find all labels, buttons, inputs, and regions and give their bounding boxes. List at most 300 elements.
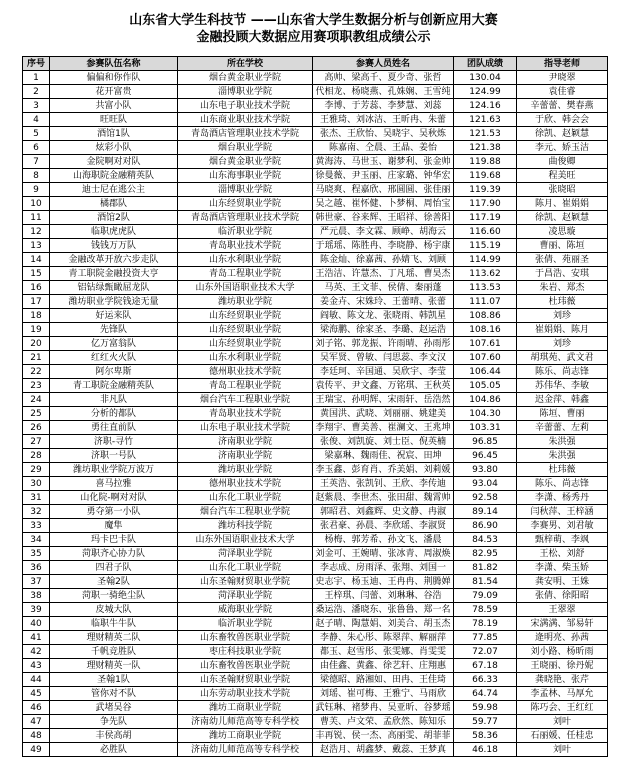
cell-index: 16 xyxy=(23,281,50,295)
cell-score: 77.85 xyxy=(454,631,517,645)
cell-members: 王瑞宝、孙明辉、宋雨轩、岳浩然 xyxy=(313,393,454,407)
table-row xyxy=(23,155,608,169)
table-row xyxy=(23,505,608,519)
table-row xyxy=(23,393,608,407)
cell-members: 梁嘉琳、魏雨佳、祝宸、田坤 xyxy=(313,449,454,463)
cell-members: 李静、朱心彤、陈翠萍、解丽萍 xyxy=(313,631,454,645)
table-row xyxy=(23,337,608,351)
cell-advisor: 陈月、崔娟娟 xyxy=(517,197,608,211)
cell-members: 王英浩、张凯钊、王欣、李传迪 xyxy=(313,477,454,491)
cell-members: 黄国洪、武晓、刘丽丽、姚建美 xyxy=(313,407,454,421)
cell-members: 史志宇、杨玉迪、王冉冉、荆腾婵 xyxy=(313,575,454,589)
cell-index: 37 xyxy=(23,575,50,589)
cell-members: 桑运浩、潘晓东、张鲁鲁、郑一名 xyxy=(313,603,454,617)
cell-score: 93.04 xyxy=(454,477,517,491)
cell-index: 32 xyxy=(23,505,50,519)
cell-team-name: 红红火火队 xyxy=(50,351,178,365)
cell-advisor: 刘小路、杨昕雨 xyxy=(517,645,608,659)
cell-members: 马晓爽、程嘉欣、邢圆圆、张佳丽 xyxy=(313,183,454,197)
cell-team-name: 理财精英二队 xyxy=(50,631,178,645)
cell-index: 7 xyxy=(23,155,50,169)
cell-advisor: 甄梓萌、李飒 xyxy=(517,533,608,547)
cell-advisor: 宋满满、邹易轩 xyxy=(517,617,608,631)
table-row xyxy=(23,491,608,505)
cell-score: 104.30 xyxy=(454,407,517,421)
table-row xyxy=(23,701,608,715)
cell-index: 42 xyxy=(23,645,50,659)
cell-team-name: 迪士尼在逃公主 xyxy=(50,183,178,197)
cell-team-name: 争先队 xyxy=(50,715,178,729)
cell-score: 124.99 xyxy=(454,85,517,99)
table-header-row xyxy=(23,57,608,71)
cell-team-name: 管你对不队 xyxy=(50,687,178,701)
cell-index: 12 xyxy=(23,225,50,239)
table-row xyxy=(23,225,608,239)
cell-score: 113.62 xyxy=(454,267,517,281)
cell-school: 淄博职业学院 xyxy=(178,183,313,197)
cell-school: 德州职业技术学院 xyxy=(178,477,313,491)
table-row xyxy=(23,239,608,253)
cell-team-name: 金院啊对对队 xyxy=(50,155,178,169)
cell-team-name: 济职-寻竹 xyxy=(50,435,178,449)
cell-score: 119.39 xyxy=(454,183,517,197)
table-row xyxy=(23,673,608,687)
cell-team-name: 临职虎虎队 xyxy=(50,225,178,239)
cell-score: 78.19 xyxy=(454,617,517,631)
table-row xyxy=(23,715,608,729)
cell-members: 李廷珂、辛国通、吴欣宇、李莹 xyxy=(313,365,454,379)
table-row xyxy=(23,421,608,435)
cell-school: 青岛工程职业学院 xyxy=(178,379,313,393)
cell-members: 李志成、房雨泽、张翔、刘国一 xyxy=(313,561,454,575)
table-row xyxy=(23,127,608,141)
cell-advisor: 李孟林、马厚允 xyxy=(517,687,608,701)
cell-members: 梁海鹏、徐家圣、李璐、赵运浩 xyxy=(313,323,454,337)
cell-advisor: 曹丽、陈垣 xyxy=(517,239,608,253)
table-row xyxy=(23,645,608,659)
cell-advisor: 龚安明、王姝 xyxy=(517,575,608,589)
cell-score: 84.53 xyxy=(454,533,517,547)
cell-score: 107.61 xyxy=(454,337,517,351)
cell-members: 武钰琳、褚梦冉、吴亚昕、谷梦瑶 xyxy=(313,701,454,715)
cell-score: 66.33 xyxy=(454,673,517,687)
table-row xyxy=(23,141,608,155)
table-row xyxy=(23,659,608,673)
cell-index: 8 xyxy=(23,169,50,183)
cell-members: 吴之越、崔怀健、卜梦桐、周怡宝 xyxy=(313,197,454,211)
table-row xyxy=(23,519,608,533)
table-row xyxy=(23,729,608,743)
table-row xyxy=(23,743,608,757)
cell-members: 张杰、王欣怡、吴晓宇、吴秋炼 xyxy=(313,127,454,141)
cell-school: 山东商业职业技术学院 xyxy=(178,113,313,127)
cell-index: 47 xyxy=(23,715,50,729)
cell-advisor: 曲俊卿 xyxy=(517,155,608,169)
cell-index: 10 xyxy=(23,197,50,211)
cell-score: 119.88 xyxy=(454,155,517,169)
cell-index: 14 xyxy=(23,253,50,267)
cell-index: 11 xyxy=(23,211,50,225)
table-row xyxy=(23,631,608,645)
table-row xyxy=(23,477,608,491)
cell-team-name: 魔隼 xyxy=(50,519,178,533)
cell-index: 25 xyxy=(23,407,50,421)
cell-score: 121.53 xyxy=(454,127,517,141)
table-row xyxy=(23,547,608,561)
cell-advisor: 杜玮薇 xyxy=(517,463,608,477)
cell-school: 菏泽职业学院 xyxy=(178,547,313,561)
cell-school: 济南幼儿师范高等专科学校 xyxy=(178,715,313,729)
table-row xyxy=(23,589,608,603)
table-row xyxy=(23,351,608,365)
cell-advisor: 李潇、柴玉娇 xyxy=(517,561,608,575)
cell-team-name: 皮城大队 xyxy=(50,603,178,617)
table-row xyxy=(23,365,608,379)
cell-index: 35 xyxy=(23,547,50,561)
cell-school: 临沂职业学院 xyxy=(178,617,313,631)
cell-index: 27 xyxy=(23,435,50,449)
table-row xyxy=(23,211,608,225)
cell-advisor: 王晓丽、徐丹妮 xyxy=(517,659,608,673)
cell-score: 124.16 xyxy=(454,99,517,113)
cell-index: 4 xyxy=(23,113,50,127)
table-row xyxy=(23,533,608,547)
cell-school: 山东畜牧兽医职业学院 xyxy=(178,631,313,645)
cell-members: 李玉鑫、彭育肖、乔美娟、刘莉媛 xyxy=(313,463,454,477)
cell-index: 31 xyxy=(23,491,50,505)
cell-school: 烟台汽车工程职业学院 xyxy=(178,393,313,407)
cell-index: 15 xyxy=(23,267,50,281)
cell-team-name: 菏职齐心协力队 xyxy=(50,547,178,561)
cell-advisor: 辛蕾蕾、左莉 xyxy=(517,421,608,435)
cell-score: 117.90 xyxy=(454,197,517,211)
cell-team-name: 橘郡队 xyxy=(50,197,178,211)
column-header-school: 所在学校 xyxy=(178,57,313,71)
cell-members: 丰再锐、侯一杰、高丽雯、胡菲菲 xyxy=(313,729,454,743)
cell-school: 烟台黄金职业学院 xyxy=(178,155,313,169)
cell-members: 杨梅、郭芳希、孙文飞、潘晨 xyxy=(313,533,454,547)
cell-advisor: 刘珍 xyxy=(517,309,608,323)
cell-team-name: 花开富贵 xyxy=(50,85,178,99)
cell-score: 105.05 xyxy=(454,379,517,393)
cell-members: 代相龙、杨晓燕、孔姝娴、王雪纯 xyxy=(313,85,454,99)
cell-school: 潍坊职业学院 xyxy=(178,295,313,309)
cell-school: 烟台黄金职业学院 xyxy=(178,71,313,85)
cell-team-name: 武堵吴谷 xyxy=(50,701,178,715)
cell-index: 22 xyxy=(23,365,50,379)
table-row xyxy=(23,603,608,617)
table-row xyxy=(23,309,608,323)
cell-score: 46.18 xyxy=(454,743,517,757)
cell-members: 陈嘉南、仝晨、王晶、姜怡 xyxy=(313,141,454,155)
cell-index: 19 xyxy=(23,323,50,337)
table-row xyxy=(23,561,608,575)
cell-team-name: 青工职院金融精英队 xyxy=(50,379,178,393)
cell-index: 3 xyxy=(23,99,50,113)
cell-school: 淄博职业学院 xyxy=(178,85,313,99)
cell-members: 高帅、梁高千、夏少奇、张哲 xyxy=(313,71,454,85)
cell-team-name: 旺旺队 xyxy=(50,113,178,127)
cell-team-name: 四君子队 xyxy=(50,561,178,575)
cell-school: 济南职业学院 xyxy=(178,435,313,449)
cell-score: 89.14 xyxy=(454,505,517,519)
cell-advisor: 张倩、徐阳昭 xyxy=(517,589,608,603)
table-row xyxy=(23,617,608,631)
cell-score: 108.16 xyxy=(454,323,517,337)
cell-team-name: 必胜队 xyxy=(50,743,178,757)
cell-index: 29 xyxy=(23,463,50,477)
cell-score: 104.86 xyxy=(454,393,517,407)
cell-advisor: 张倩、苑丽圣 xyxy=(517,253,608,267)
cell-advisor: 杜玮薇 xyxy=(517,295,608,309)
cell-score: 86.90 xyxy=(454,519,517,533)
cell-score: 116.60 xyxy=(454,225,517,239)
cell-members: 梁德昭、路湘如、田冉、王佳琦 xyxy=(313,673,454,687)
cell-advisor: 陈乐、尚志锋 xyxy=(517,365,608,379)
cell-advisor: 刘叶 xyxy=(517,715,608,729)
cell-advisor: 迟金萍、韩鑫 xyxy=(517,393,608,407)
page-title: 山东省大学生科技节 ——山东省大学生数据分析与创新应用大赛 xyxy=(129,13,498,28)
cell-index: 48 xyxy=(23,729,50,743)
cell-team-name: 圣翰2队 xyxy=(50,575,178,589)
cell-score: 103.31 xyxy=(454,421,517,435)
cell-advisor: 陈巧会、王红红 xyxy=(517,701,608,715)
column-header-advisor: 指导老师 xyxy=(517,57,608,71)
cell-score: 96.45 xyxy=(454,449,517,463)
cell-advisor: 李元、娇玉洁 xyxy=(517,141,608,155)
cell-advisor: 尹晓翠 xyxy=(517,71,608,85)
cell-score: 59.98 xyxy=(454,701,517,715)
cell-score: 115.19 xyxy=(454,239,517,253)
cell-advisor: 徐凯、赵颖慧 xyxy=(517,127,608,141)
cell-members: 于瑶瑶、陈胜冉、李晓静、杨宇康 xyxy=(313,239,454,253)
cell-school: 山东畜牧兽医职业学院 xyxy=(178,659,313,673)
cell-index: 18 xyxy=(23,309,50,323)
cell-score: 72.07 xyxy=(454,645,517,659)
table-row xyxy=(23,267,608,281)
table-row xyxy=(23,295,608,309)
results-table xyxy=(22,56,608,757)
cell-score: 106.44 xyxy=(454,365,517,379)
cell-school: 山东外国语职业技术大学 xyxy=(178,533,313,547)
cell-index: 21 xyxy=(23,351,50,365)
cell-index: 9 xyxy=(23,183,50,197)
cell-team-name: 先锋队 xyxy=(50,323,178,337)
cell-advisor: 闫秋萍、王梓涵 xyxy=(517,505,608,519)
cell-advisor: 崔娟娟、陈月 xyxy=(517,323,608,337)
cell-team-name: 金融改革开放六步走队 xyxy=(50,253,178,267)
table-row xyxy=(23,85,608,99)
cell-index: 5 xyxy=(23,127,50,141)
cell-score: 121.38 xyxy=(454,141,517,155)
cell-team-name: 非凡队 xyxy=(50,393,178,407)
cell-school: 青岛工程职业学院 xyxy=(178,267,313,281)
cell-advisor: 李潇、杨秀丹 xyxy=(517,491,608,505)
cell-members: 赵浩月、胡鑫梦、戴蕊、王梦真 xyxy=(313,743,454,757)
cell-team-name: 分析的都队 xyxy=(50,407,178,421)
cell-school: 青岛职业技术学院 xyxy=(178,407,313,421)
table-row xyxy=(23,575,608,589)
table-row xyxy=(23,407,608,421)
cell-team-name: 勇往直前队 xyxy=(50,421,178,435)
cell-advisor: 陈乐、尚志锋 xyxy=(517,477,608,491)
cell-school: 山东化工职业学院 xyxy=(178,491,313,505)
cell-team-name: 勇夺第一小队 xyxy=(50,505,178,519)
cell-score: 121.63 xyxy=(454,113,517,127)
table-row xyxy=(23,449,608,463)
cell-school: 济南职业学院 xyxy=(178,449,313,463)
cell-members: 姜金卉、宋姝玲、王蕾晴、张蕾 xyxy=(313,295,454,309)
cell-members: 都玉、赵雪彤、张雯娜、肖雯雯 xyxy=(313,645,454,659)
cell-index: 2 xyxy=(23,85,50,99)
cell-members: 张君豪、孙晨、李欣瑶、李淑贤 xyxy=(313,519,454,533)
cell-index: 26 xyxy=(23,421,50,435)
cell-team-name: 玛卡巴卡队 xyxy=(50,533,178,547)
cell-school: 潍坊职业学院 xyxy=(178,463,313,477)
cell-school: 潍坊科技学院 xyxy=(178,519,313,533)
cell-team-name: 好运来队 xyxy=(50,309,178,323)
cell-school: 山东海事职业学院 xyxy=(178,169,313,183)
cell-members: 张俊、刘凯旋、刘士臣、倪英楠 xyxy=(313,435,454,449)
cell-members: 徐曼薇、尹玉丽、庄家璐、钟华宏 xyxy=(313,169,454,183)
cell-score: 59.77 xyxy=(454,715,517,729)
cell-advisor: 陈垣、曹丽 xyxy=(517,407,608,421)
cell-index: 23 xyxy=(23,379,50,393)
cell-advisor: 刘叶 xyxy=(517,743,608,757)
cell-members: 韩世豪、谷来辉、王昭祥、徐善阳 xyxy=(313,211,454,225)
cell-school: 山东经贸职业学院 xyxy=(178,323,313,337)
table-row xyxy=(23,687,608,701)
table-row xyxy=(23,323,608,337)
cell-index: 46 xyxy=(23,701,50,715)
cell-index: 49 xyxy=(23,743,50,757)
cell-school: 山东圣翰财贸职业学院 xyxy=(178,673,313,687)
cell-team-name: 酒馆1队 xyxy=(50,127,178,141)
cell-advisor: 朱岩、郑杰 xyxy=(517,281,608,295)
cell-index: 39 xyxy=(23,603,50,617)
cell-score: 119.68 xyxy=(454,169,517,183)
cell-score: 58.36 xyxy=(454,729,517,743)
cell-index: 13 xyxy=(23,239,50,253)
cell-members: 郭昭君、刘鑫辉、史文静、冉淑 xyxy=(313,505,454,519)
cell-team-name: 钱钱万万队 xyxy=(50,239,178,253)
cell-members: 刘子铭、郭龙振、许雨晴、孙雨彤 xyxy=(313,337,454,351)
cell-members: 黄海涛、马世玉、谢梦利、张金帅 xyxy=(313,155,454,169)
cell-school: 山东电子职业技术学院 xyxy=(178,421,313,435)
cell-school: 山东电子职业技术学院 xyxy=(178,99,313,113)
cell-advisor: 王翠翠 xyxy=(517,603,608,617)
cell-team-name: 山化院-啊对对队 xyxy=(50,491,178,505)
cell-advisor: 龚晓艳、张芹 xyxy=(517,673,608,687)
table-row xyxy=(23,113,608,127)
cell-score: 114.99 xyxy=(454,253,517,267)
table-row xyxy=(23,281,608,295)
cell-members: 赵紫晨、李世杰、张田甜、魏霄帅 xyxy=(313,491,454,505)
cell-index: 44 xyxy=(23,673,50,687)
cell-score: 78.59 xyxy=(454,603,517,617)
cell-score: 113.53 xyxy=(454,281,517,295)
cell-school: 青岛酒店管理职业技术学院 xyxy=(178,127,313,141)
cell-index: 6 xyxy=(23,141,50,155)
cell-score: 93.80 xyxy=(454,463,517,477)
cell-members: 陈金灿、徐嘉茜、孙婧飞、刘顾 xyxy=(313,253,454,267)
cell-index: 20 xyxy=(23,337,50,351)
cell-team-name: 酒馆2队 xyxy=(50,211,178,225)
cell-team-name: 理财精英一队 xyxy=(50,659,178,673)
cell-score: 107.60 xyxy=(454,351,517,365)
cell-school: 青岛酒店管理职业技术学院 xyxy=(178,211,313,225)
cell-team-name: 喜马拉雅 xyxy=(50,477,178,491)
cell-team-name: 青工职院金融投资大亨 xyxy=(50,267,178,281)
cell-school: 潍坊工商职业学院 xyxy=(178,701,313,715)
cell-score: 82.95 xyxy=(454,547,517,561)
cell-school: 烟台职业学院 xyxy=(178,141,313,155)
cell-index: 30 xyxy=(23,477,50,491)
table-row xyxy=(23,379,608,393)
cell-team-name: 炫彩小队 xyxy=(50,141,178,155)
cell-school: 山东圣翰财贸职业学院 xyxy=(178,575,313,589)
table-row xyxy=(23,197,608,211)
cell-index: 34 xyxy=(23,533,50,547)
cell-score: 81.54 xyxy=(454,575,517,589)
page-subtitle: 金融投顾大数据应用赛项职教组成绩公示 xyxy=(196,30,431,45)
table-row xyxy=(23,183,608,197)
cell-members: 王雅琦、刘冰洁、王昕冉、朱蕾 xyxy=(313,113,454,127)
cell-team-name: 铝钻绿甄瞰屈龙队 xyxy=(50,281,178,295)
column-header-index: 序号 xyxy=(23,57,50,71)
cell-index: 43 xyxy=(23,659,50,673)
cell-advisor: 刘珍 xyxy=(517,337,608,351)
cell-advisor: 朱洪强 xyxy=(517,435,608,449)
cell-advisor: 徐凯、赵颖慧 xyxy=(517,211,608,225)
cell-team-name: 济职一号队 xyxy=(50,449,178,463)
cell-index: 36 xyxy=(23,561,50,575)
cell-score: 81.82 xyxy=(454,561,517,575)
cell-team-name: 亿万富翁队 xyxy=(50,337,178,351)
cell-team-name: 临职牛牛队 xyxy=(50,617,178,631)
cell-school: 枣庄科技职业学院 xyxy=(178,645,313,659)
cell-index: 33 xyxy=(23,519,50,533)
table-row xyxy=(23,253,608,267)
cell-school: 山东经贸职业学院 xyxy=(178,309,313,323)
column-header-team: 参赛队伍名称 xyxy=(50,57,178,71)
cell-members: 刘瑶、崔可梅、王雅宁、马雨欣 xyxy=(313,687,454,701)
column-header-members: 参赛人员姓名 xyxy=(313,57,454,71)
cell-members: 王浩洁、许慧杰、丁凡瑶、曹昊杰 xyxy=(313,267,454,281)
cell-score: 64.74 xyxy=(454,687,517,701)
cell-school: 山东劳动职业技术学院 xyxy=(178,687,313,701)
cell-school: 山东化工职业学院 xyxy=(178,561,313,575)
cell-score: 96.85 xyxy=(454,435,517,449)
cell-score: 67.18 xyxy=(454,659,517,673)
cell-members: 由佳鑫、黄鑫、徐艺轩、庄翔惠 xyxy=(313,659,454,673)
cell-advisor: 张晓昭 xyxy=(517,183,608,197)
cell-index: 28 xyxy=(23,449,50,463)
cell-score: 92.58 xyxy=(454,491,517,505)
cell-team-name: 山海职院金融精英队 xyxy=(50,169,178,183)
cell-school: 山东经贸职业学院 xyxy=(178,197,313,211)
cell-advisor: 朱洪强 xyxy=(517,449,608,463)
cell-team-name: 潍坊职业学院万波万 xyxy=(50,463,178,477)
cell-advisor: 胡琪苑、武文君 xyxy=(517,351,608,365)
cell-advisor: 苏伟华、李敏 xyxy=(517,379,608,393)
cell-advisor: 袁佳睿 xyxy=(517,85,608,99)
cell-team-name: 潍坊职业学院钱途无量 xyxy=(50,295,178,309)
cell-school: 青岛职业技术学院 xyxy=(178,239,313,253)
cell-index: 38 xyxy=(23,589,50,603)
cell-team-name: 圣翰1队 xyxy=(50,673,178,687)
cell-members: 袁传平、尹文鑫、万铭琪、王秋英 xyxy=(313,379,454,393)
